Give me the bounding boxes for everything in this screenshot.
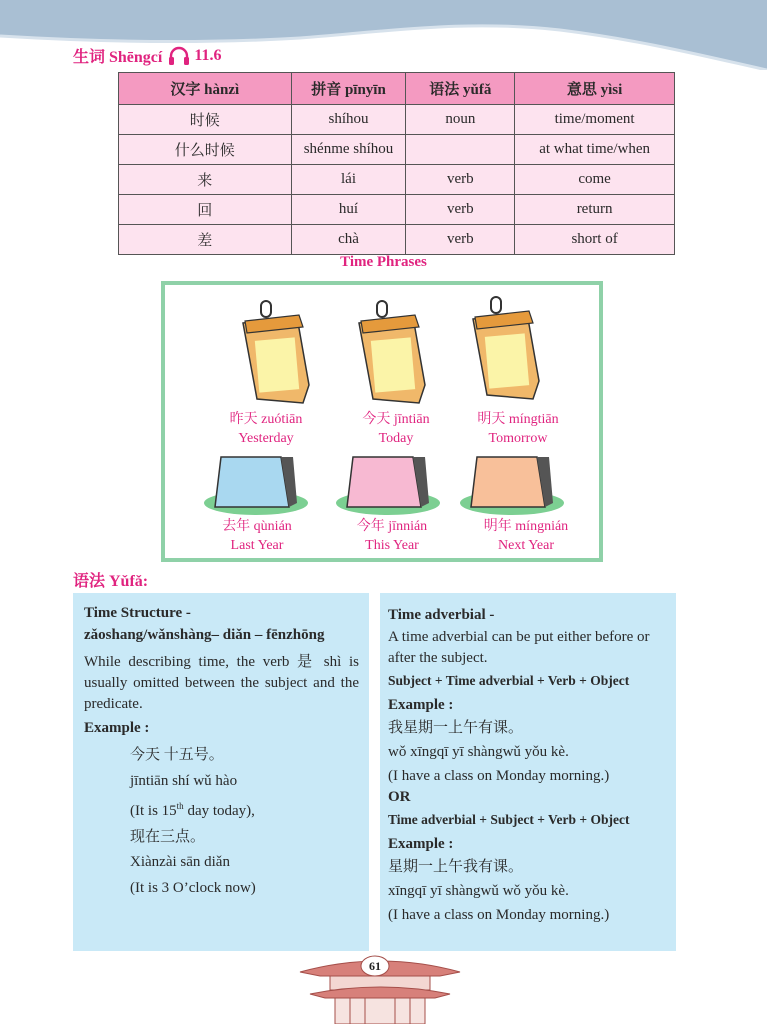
table-row (119, 225, 675, 255)
grammar-left-structure: zǎoshang/wǎnshàng– diǎn – fēnzhōng (84, 627, 325, 643)
example-cn: 星期一上午我有课。 (388, 859, 524, 875)
desk-calendar-icon (457, 453, 567, 517)
cell-yisi: come (515, 165, 675, 195)
example-pinyin: wǒ xīngqī yī shàngwǔ yǒu kè. (388, 744, 569, 760)
phrase-tomorrow (458, 410, 578, 448)
cell-hanzi: 来 (119, 165, 292, 195)
example-pinyin: xīngqī yī shàngwǔ wǒ yǒu kè. (388, 883, 569, 899)
cell-yisi: at what time/when (515, 135, 675, 165)
cell-yisi: time/moment (515, 105, 675, 135)
phrase-en: Next Year (498, 538, 554, 553)
hanging-calendar-icon (467, 295, 547, 405)
phrase-yesterday (206, 410, 326, 448)
example-cn: 我星期一上午有课。 (388, 720, 524, 736)
cell-pinyin: huí (291, 195, 406, 225)
phrase-cn: 去年 qùnián (222, 519, 292, 534)
cell-hanzi: 差 (119, 225, 292, 255)
grammar-box-left (73, 593, 369, 951)
phrase-en: Yesterday (238, 431, 294, 446)
grammar-right-desc: A time adverbial can be put either before or after the subject. (388, 629, 650, 666)
time-phrases-frame (161, 281, 603, 562)
vocab-title (73, 44, 221, 67)
vocab-title-text: 生词 Shēngcí (73, 49, 163, 66)
phrase-en: Tomorrow (488, 431, 548, 446)
example-cn: 现在三点。 (130, 828, 206, 845)
table-row (119, 165, 675, 195)
example-en: (I have a class on Monday morning.) (388, 768, 610, 784)
cell-pinyin: shénme shíhou (291, 135, 406, 165)
phrase-cn: 今年 jīnnián (356, 519, 428, 534)
hanging-calendar-icon (237, 299, 317, 409)
desk-calendar-icon (333, 453, 443, 517)
phrase-cn: 昨天 zuótiān (229, 412, 303, 427)
example-label: Example : (388, 697, 454, 713)
cell-pinyin: shíhou (291, 105, 406, 135)
pattern-1: Subject + Time adverbial + Verb + Object (388, 673, 630, 688)
vocab-header-row (119, 73, 675, 105)
example-en-sup: th (176, 801, 184, 811)
table-row (119, 195, 675, 225)
or-label: OR (388, 789, 411, 805)
desk-calendar-icon (201, 453, 311, 517)
col-header-pinyin: 拼音 pīnyīn (291, 73, 406, 105)
phrase-this-year (332, 517, 452, 555)
grammar-right-title: Time adverbial - (388, 607, 495, 623)
grammar-left-desc: While describing time, the verb 是 shì is usually omitted between the subject and the predicate. (84, 654, 359, 712)
cell-pinyin: lái (291, 165, 406, 195)
cell-hanzi: 什么时候 (119, 135, 292, 165)
cell-yufa: verb (406, 225, 515, 255)
col-header-yufa: 语法 yǔfǎ (406, 73, 515, 105)
phrase-next-year (466, 517, 586, 555)
table-row (119, 135, 675, 165)
table-row (119, 105, 675, 135)
phrase-cn: 明年 míngnián (483, 519, 569, 534)
example-en: (I have a class on Monday morning.) (388, 907, 610, 923)
cell-yufa (406, 135, 515, 165)
audio-track-number: 11.6 (194, 46, 222, 64)
example-label: Example : (84, 720, 150, 736)
example-en-text: (It is 15 (130, 803, 177, 819)
phrase-cn: 明天 míngtiān (477, 412, 559, 427)
grammar-box-right (380, 593, 676, 951)
phrase-en: This Year (365, 538, 419, 553)
pattern-2: Time adverbial + Subject + Verb + Object (388, 812, 630, 827)
cell-yisi: short of (515, 225, 675, 255)
col-header-hanzi: 汉字 hànzì (119, 73, 292, 105)
cell-yisi: return (515, 195, 675, 225)
example-pinyin: Xiànzài sān diǎn (130, 854, 230, 870)
vocab-table (118, 72, 675, 255)
phrase-en: Last Year (230, 538, 284, 553)
headphones-icon[interactable] (168, 46, 190, 66)
phrase-cn: 今天 jīntiān (362, 412, 430, 427)
cell-yufa: verb (406, 195, 515, 225)
cell-hanzi: 时候 (119, 105, 292, 135)
cell-hanzi: 回 (119, 195, 292, 225)
example-cn: 今天 十五号。 (130, 747, 224, 763)
phrase-last-year (197, 517, 317, 555)
hanging-calendar-icon (353, 299, 433, 409)
pagoda-footer-icon (290, 950, 470, 1024)
example-en-text: day today), (183, 803, 255, 819)
cell-yufa: verb (406, 165, 515, 195)
example-label: Example : (388, 836, 454, 852)
time-phrases-title: Time Phrases (340, 254, 427, 270)
col-header-yisi: 意思 yìsi (515, 73, 675, 105)
page-number: 61 (369, 959, 381, 973)
cell-pinyin: chà (291, 225, 406, 255)
example-en (130, 794, 359, 825)
grammar-heading: 语法 Yǔfǎ: (73, 573, 149, 590)
phrase-today (336, 410, 456, 448)
example-pinyin: jīntiān shí wǔ hào (130, 772, 238, 789)
example-en: (It is 3 O’clock now) (130, 879, 256, 896)
grammar-left-title: Time Structure - (84, 605, 191, 621)
phrase-en: Today (378, 431, 414, 446)
cell-yufa: noun (406, 105, 515, 135)
